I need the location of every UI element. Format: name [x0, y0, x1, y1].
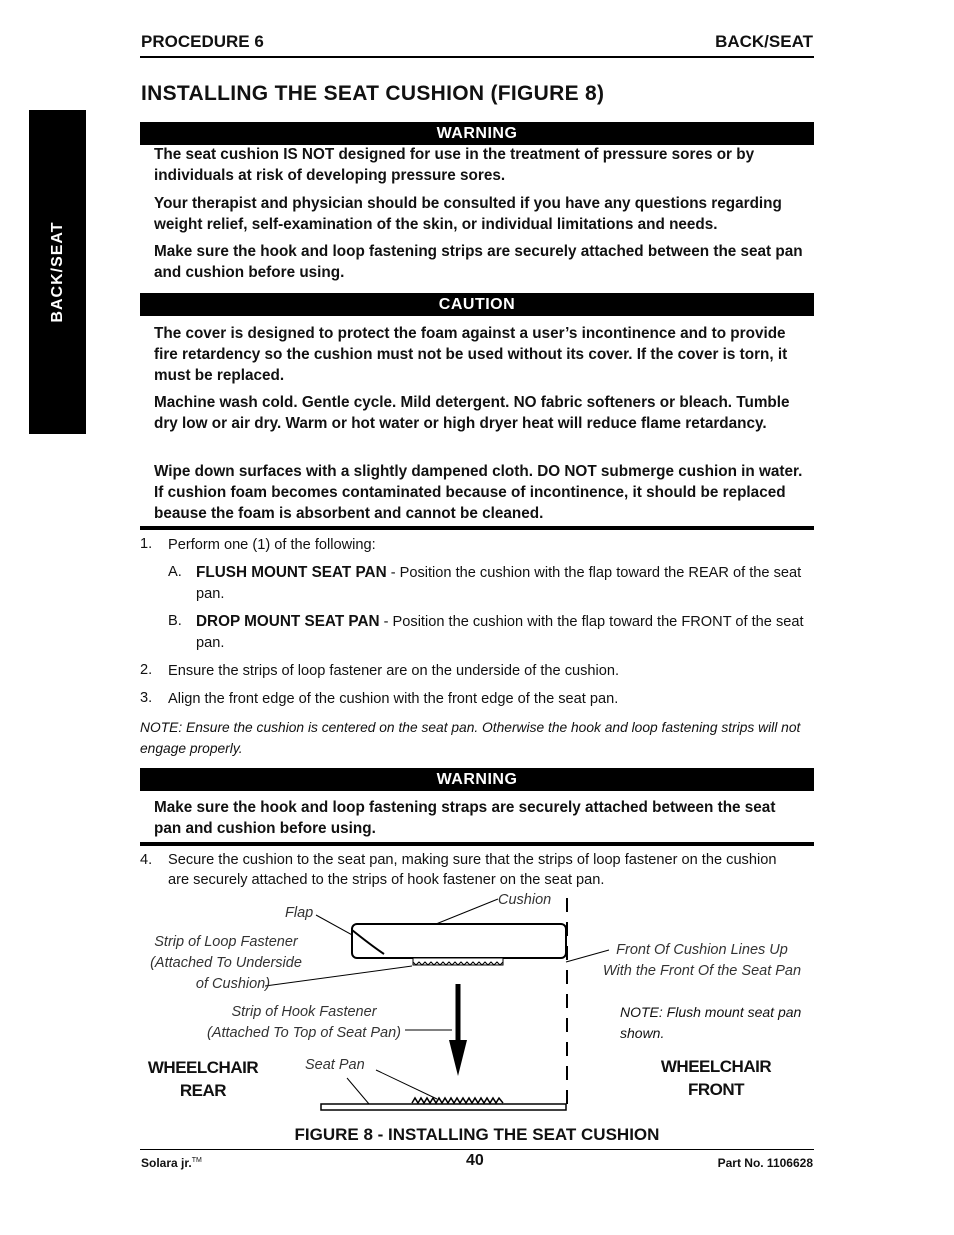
- caution-paragraph: Wipe down surfaces with a slightly dampened cloth. DO NOT submerge cushion in water. If cushion foam becomes contaminated because of incontinence, it should be replaced beause the foam is absorbent and cannot be cleaned.: [154, 463, 803, 522]
- warning-paragraph: Your therapist and physician should be consulted if you have any questions regarding weight relief, self-examination of the skin, or individual limitations and needs.: [154, 195, 782, 233]
- step-text: Align the front edge of the cushion with the front edge of the seat pan.: [168, 691, 619, 707]
- substep-a-text: - Position the cushion with the flap toward the REAR of the seat pan.: [196, 565, 802, 602]
- substep-b-title: DROP MOUNT SEAT PAN: [196, 613, 380, 630]
- label-loop-fastener: [140, 932, 312, 995]
- page-number: 40: [466, 1152, 484, 1169]
- step-number: 4.: [140, 852, 153, 868]
- step-text: Secure the cushion to the seat pan, making sure that the strips of loop fastener on the cushion are securely attached to the strips of hook fastener on the seat pan.: [168, 852, 777, 888]
- label-loop-line1: Strip of Loop Fastener: [154, 934, 298, 950]
- step-text: Perform one (1) of the following:: [168, 537, 376, 553]
- label-seat-pan: Seat Pan: [305, 1057, 365, 1073]
- footer-rule: [140, 1149, 814, 1150]
- figure-note: [620, 1002, 801, 1044]
- label-hook-fastener: [200, 1002, 408, 1044]
- label-cushion: Cushion: [498, 892, 552, 908]
- step-number: 3.: [140, 690, 153, 706]
- rear-line2: REAR: [179, 1081, 227, 1100]
- label-front-align: [596, 940, 808, 982]
- footer-trademark: TM: [191, 1157, 202, 1164]
- warning-paragraph: Make sure the hook and loop fastening straps are securely attached between the seat pan and cushion before using.: [154, 799, 776, 837]
- warning-banner: WARNING: [140, 768, 814, 791]
- substep-letter: B.: [168, 613, 182, 629]
- substep-b-text: - Position the cushion with the flap toward the FRONT of the seat pan.: [196, 614, 804, 651]
- warning-paragraph: Make sure the hook and loop fastening strips are securely attached between the seat pan and cushion before using.: [154, 243, 803, 281]
- substep-a-title: FLUSH MOUNT SEAT PAN: [196, 564, 387, 581]
- label-loop-line2: (Attached To Underside: [150, 955, 302, 971]
- caution-banner: CAUTION: [140, 293, 814, 316]
- label-wheelchair-rear: [138, 1056, 268, 1102]
- label-flap: Flap: [285, 905, 314, 921]
- step-number: 2.: [140, 662, 153, 678]
- label-front-line2: With the Front Of the Seat Pan: [602, 963, 802, 979]
- header-section: BACK/SEAT: [715, 32, 813, 51]
- front-line1: WHEELCHAIR: [660, 1057, 772, 1076]
- figure-note-line1: NOTE: Flush mount seat pan: [620, 1004, 802, 1020]
- page-title: INSTALLING THE SEAT CUSHION (FIGURE 8): [141, 82, 605, 105]
- figure-caption: FIGURE 8 - INSTALLING THE SEAT CUSHION: [294, 1125, 660, 1144]
- label-wheelchair-front: [651, 1055, 781, 1101]
- step-text: Ensure the strips of loop fastener are on the underside of the cushion.: [168, 663, 620, 679]
- label-front-line1: Front Of Cushion Lines Up: [616, 942, 788, 958]
- footer-product-name: Solara jr.: [141, 1156, 192, 1170]
- warning-paragraph: The seat cushion IS NOT designed for use in the treatment of pressure sores or by individuals at risk of developing pressure sores.: [154, 146, 755, 184]
- rear-line1: WHEELCHAIR: [147, 1058, 259, 1077]
- front-line2: FRONT: [687, 1080, 745, 1099]
- caution-paragraph: Machine wash cold. Gentle cycle. Mild detergent. NO fabric softeners or bleach. Tumble dry low or air dry. Warm or hot water or high dryer heat will reduce flame retardancy.: [154, 394, 790, 432]
- figure-note-line2: shown.: [620, 1025, 665, 1041]
- footer-product: [141, 1156, 202, 1170]
- header-procedure: PROCEDURE 6: [141, 32, 264, 51]
- footer-part-number: Part No. 1106628: [717, 1156, 813, 1170]
- note-text: NOTE: Ensure the cushion is centered on the seat pan. Otherwise the hook and loop fastening strips will not engage properly.: [140, 720, 801, 756]
- step-number: 1.: [140, 536, 153, 552]
- side-tab-label: BACK/SEAT: [48, 221, 66, 323]
- substep-letter: A.: [168, 564, 182, 580]
- caution-paragraph: The cover is designed to protect the foam against a user’s incontinence and to provide fire retardency so the cushion must not be used without its cover. If the cover is torn, it must be replaced.: [154, 325, 788, 384]
- warning-banner: WARNING: [140, 122, 814, 145]
- label-loop-line3: of Cushion): [195, 976, 271, 992]
- label-hook-line1: Strip of Hook Fastener: [231, 1004, 377, 1020]
- label-hook-line2: (Attached To Top of Seat Pan): [206, 1025, 401, 1041]
